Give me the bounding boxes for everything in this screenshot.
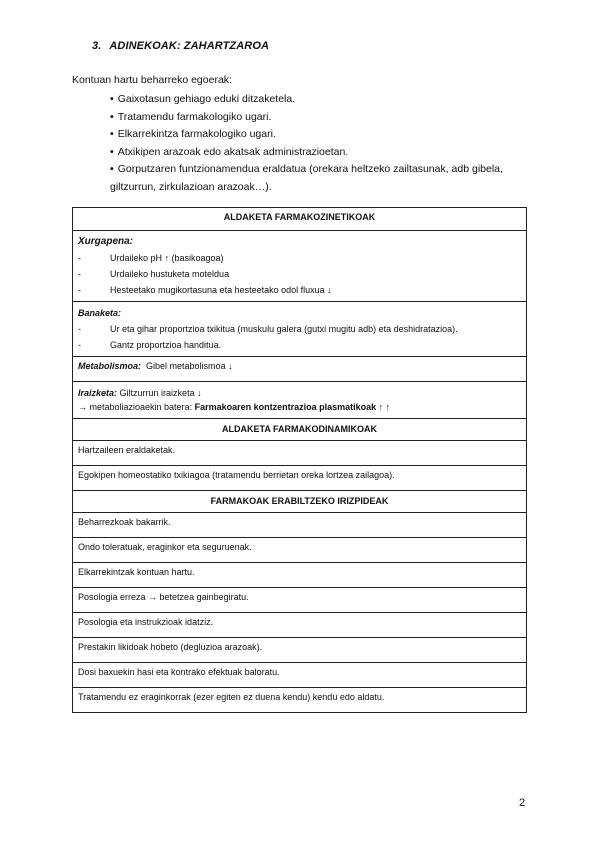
iraizketa-line2-bold: Farmakoaren kontzentrazioa plasmatikoak ↑ ↑ [194,402,391,412]
xurgapena-label: Xurgapena: [78,236,134,247]
table-row: Prestakin likidoak hobeto (degluzioa arazoak). [73,638,527,663]
iraizketa-line2-prefix: → metaboliazioaekin batera: [78,402,193,412]
pharmacology-table [72,207,527,713]
table-row: Posologia eta instrukzioak idatziz. [73,613,527,638]
section-title: ADINEKOAK: ZAHARTZAROA [109,40,270,52]
list-item: • Gaixotasun gehiago eduki ditzaketela. [110,93,296,105]
banaketa-cell [73,302,527,357]
list-item: • Atxikipen arazoak edo akatsak administrazioetan. [110,145,349,158]
pk-header: ALDAKETA FARMAKOZINETIKOAK [73,208,527,231]
considerations-list [110,91,535,196]
table-row: Elkarrekintzak kontuan hartu. [73,563,527,588]
iraizketa-label: Iraizketa: [78,388,118,398]
metabolismoa-label: Metabolismoa: [78,361,142,371]
intro-text: Kontuan hartu beharreko egoerak: [72,74,232,86]
metabolismoa-cell [73,357,527,382]
list-item: - Gantz proportzioa handitua. [78,340,222,350]
table-row: Ondo toleratuak, eraginkor eta seguruenak. [73,538,527,563]
pd-header: ALDAKETA FARMAKODINAMIKOAK [73,419,527,441]
table-row: Posologia erreza → betetzea gainbegiratu. [73,588,527,613]
table-row: Dosi baxuekin hasi eta kontrako efektuak baloratu. [73,663,527,688]
list-item: • Elkarrekintza farmakologiko ugari. [110,128,276,140]
metabolismoa-text: Gibel metabolismoa ↓ [146,361,233,371]
xurgapena-cell [73,231,527,302]
list-item: - Ur eta gihar proportzioa txikitua (muskulu galera (gutxi mugitu adb) eta deshidratazioa). [78,324,458,334]
banaketa-label: Banaketa: [78,308,122,318]
table-row: Egokipen homeostatiko txikiagoa (tratamendu berrietan oreka lortzea zailagoa). [73,466,527,491]
list-item: • Gorputzaren funtzionamendua eraldatua (orekara heltzeko zailtasunak, adb gibela, giltzurrun, zirkulazioan arazoak…). [110,163,503,193]
iraizketa-cell [73,382,527,419]
list-item: • Tratamendu farmakologiko ugari. [110,110,272,123]
list-item: - Urdaileko pH ↑ (basikoagoa) [78,253,224,263]
table-row: Beharrezkoak bakarrik. [73,513,527,538]
list-item: - Urdaileko hustuketa moteldua [78,269,230,279]
section-number: 3. [92,40,102,52]
section-heading [92,40,269,52]
criteria-header: FARMAKOAK ERABILTZEKO IRIZPIDEAK [73,491,527,513]
table-row: Hartzaileen eraldaketak. [73,441,527,466]
page-number: 2 [519,797,526,809]
iraizketa-text: Giltzurrun iraizketa ↓ [119,388,202,398]
list-item: - Hesteetako mugikortasuna eta hesteetako odol fluxua ↓ [78,285,332,295]
table-row: Tratamendu ez eraginkorrak (ezer egiten ez duena kendu) kendu edo aldatu. [73,688,527,713]
